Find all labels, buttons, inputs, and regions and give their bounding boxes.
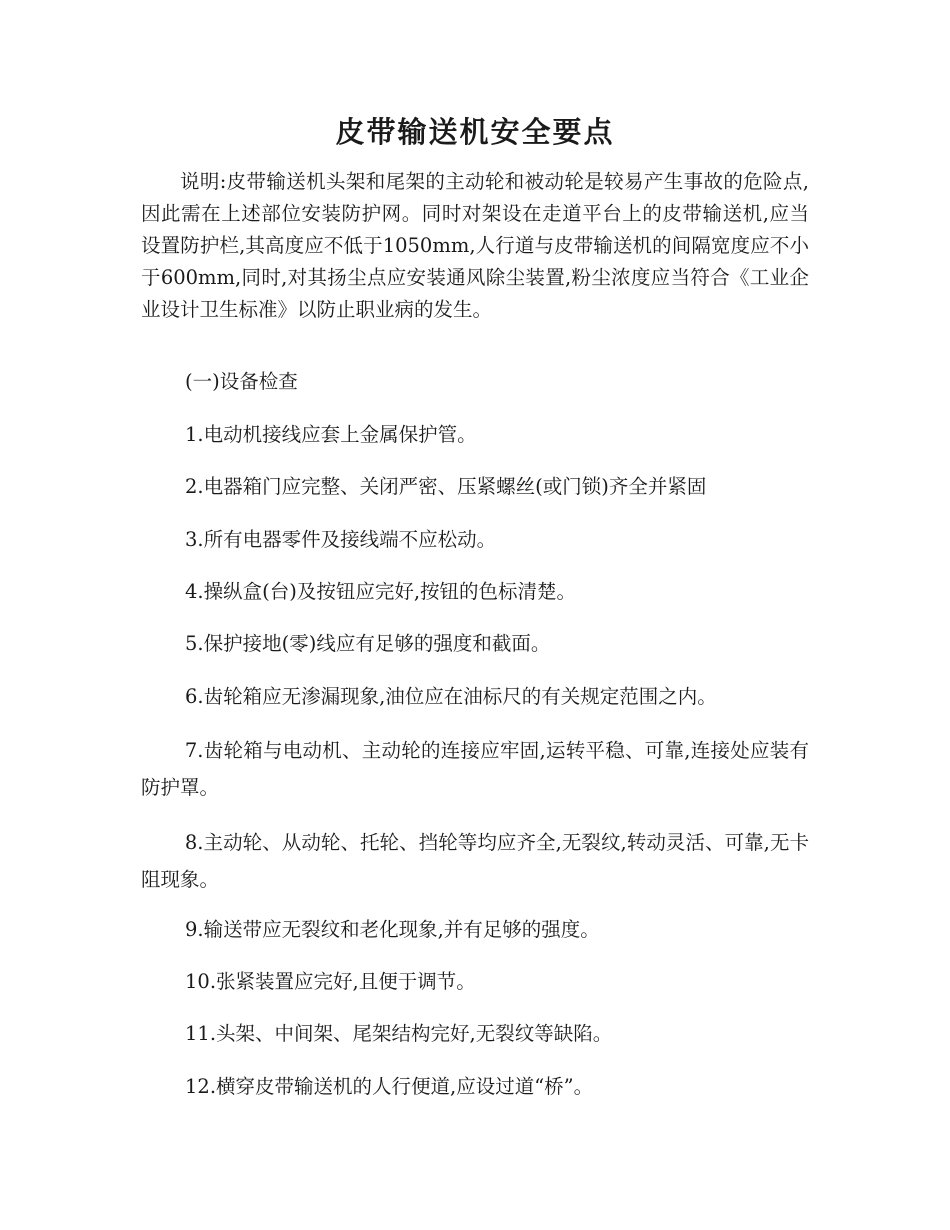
list-item: 6.齿轮箱应无渗漏现象,油位应在油标尺的有关规定范围之内。 xyxy=(185,685,717,708)
list-item: 8.主动轮、从动轮、托轮、挡轮等均应齐全,无裂纹,转动灵活、可靠,无卡阻现象。 xyxy=(141,831,809,891)
list-item: 9.输送带应无裂纹和老化现象,并有足够的强度。 xyxy=(185,918,600,941)
intro-paragraph: 说明:皮带输送机头架和尾架的主动轮和被动轮是较易产生事故的危险点,因此需在上述部位安装防护网。同时对架设在走道平台上的皮带输送机,应当设置防护栏,其高度应不低于1050mm,人行道与皮带输送机的间隔宽度应不小于600mm,同时,对其扬尘点应安装通风除尘装置,粉尘浓度应当符合《工业企业设计卫生标准》以防止职业病的发生。 xyxy=(141,170,809,321)
document-title: 皮带输送机安全要点 xyxy=(335,115,615,149)
list-item: 4.操纵盒(台)及按钮应完好,按钮的色标清楚。 xyxy=(185,580,577,603)
list-item: 7.齿轮箱与电动机、主动轮的连接应牢固,运转平稳、可靠,连接处应装有防护罩。 xyxy=(141,739,809,799)
list-item: 12.横穿皮带输送机的人行便道,应设过道“桥”。 xyxy=(185,1075,594,1098)
list-item: 10.张紧装置应完好,且便于调节。 xyxy=(185,970,476,993)
section-heading: (一)设备检查 xyxy=(185,370,298,393)
list-item: 2.电器箱门应完整、关闭严密、压紧螺丝(或门锁)齐全并紧固 xyxy=(185,475,707,498)
list-item: 11.头架、中间架、尾架结构完好,无裂纹等缺陷。 xyxy=(185,1022,613,1045)
list-item: 1.电动机接线应套上金属保护管。 xyxy=(185,423,477,446)
list-item: 5.保护接地(零)线应有足够的强度和截面。 xyxy=(185,632,551,655)
list-item: 3.所有电器零件及接线端不应松动。 xyxy=(185,528,497,551)
